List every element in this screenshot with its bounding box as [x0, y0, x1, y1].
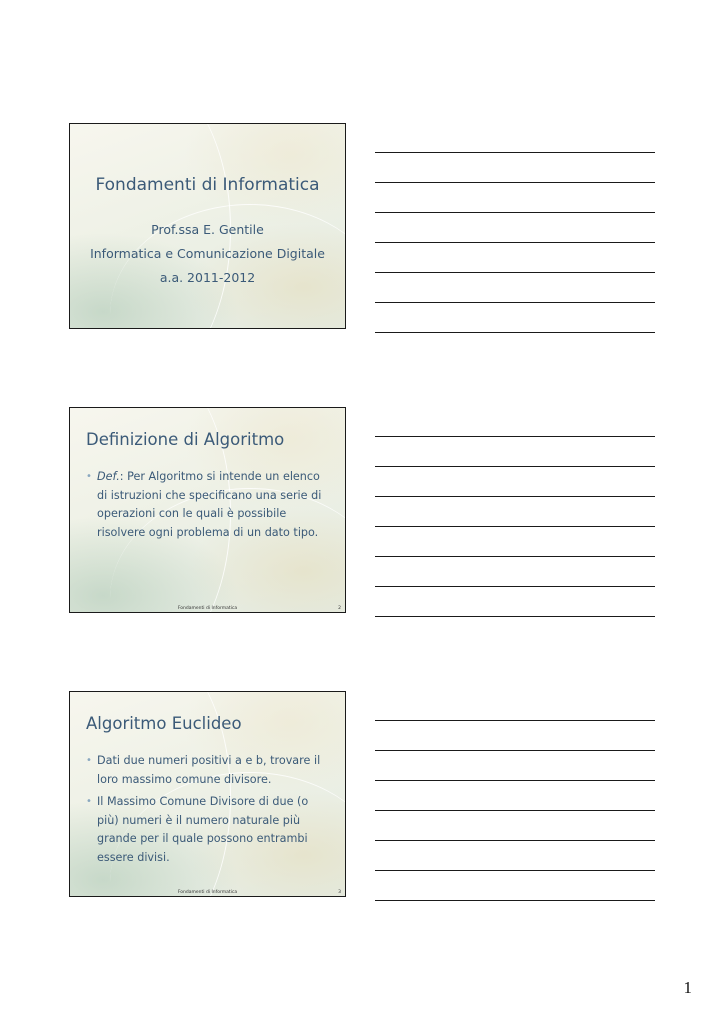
note-line — [375, 616, 655, 617]
note-line — [375, 780, 655, 781]
bullet-icon: • — [86, 796, 92, 807]
note-line — [375, 212, 655, 213]
bullet-text: : Per Algoritmo si intende un elenco di istruzioni che specificano una serie di operazioni con le quali è possibile risolvere ogni problema di un dato tipo. — [97, 470, 322, 539]
note-line — [375, 586, 655, 587]
note-line — [375, 526, 655, 527]
note-line — [375, 556, 655, 557]
note-line — [375, 840, 655, 841]
note-line — [375, 750, 655, 751]
slide-thumbnail-1 — [69, 123, 346, 329]
slide-number: 2 — [338, 606, 341, 611]
slide-thumbnail-3 — [69, 691, 346, 897]
bullet-item — [86, 752, 327, 789]
slide-thumbnail-2 — [69, 407, 346, 613]
bullet-text: Il Massimo Comune Divisore di due (o più) numeri è il numero naturale più grande per il quale possono entrambi essere divisi. — [97, 795, 309, 864]
bullet-text: Dati due numeri positivi a e b, trovare il loro massimo comune divisore. — [97, 754, 321, 786]
bullet-list — [86, 752, 327, 871]
note-line — [375, 272, 655, 273]
note-line — [375, 152, 655, 153]
note-line — [375, 302, 655, 303]
note-line — [375, 466, 655, 467]
slide-title: Fondamenti di Informatica — [95, 175, 320, 195]
note-line — [375, 810, 655, 811]
note-line — [375, 436, 655, 437]
note-line — [375, 242, 655, 243]
slide-number: 3 — [338, 890, 341, 895]
page-number: 1 — [683, 978, 692, 997]
slide-footer: Fondamenti di Informatica — [177, 606, 238, 611]
slide-title: Definizione di Algoritmo — [86, 430, 285, 449]
bullet-icon: • — [86, 755, 92, 766]
bullet-list — [86, 468, 327, 546]
note-line — [375, 496, 655, 497]
note-line — [375, 870, 655, 871]
bullet-item — [86, 468, 327, 542]
slide-subtitle-year: a.a. 2011-2012 — [159, 270, 256, 285]
note-line — [375, 720, 655, 721]
note-line — [375, 182, 655, 183]
bullet-icon: • — [86, 471, 92, 482]
slide-title: Algoritmo Euclideo — [86, 714, 242, 733]
note-line — [375, 900, 655, 901]
slide-footer: Fondamenti di Informatica — [177, 890, 238, 895]
bullet-emphasis: Def. — [97, 470, 120, 483]
slide-subtitle-author: Prof.ssa E. Gentile — [151, 222, 264, 237]
slide-subtitle-course: Informatica e Comunicazione Digitale — [90, 246, 325, 261]
note-line — [375, 332, 655, 333]
bullet-item — [86, 793, 327, 867]
